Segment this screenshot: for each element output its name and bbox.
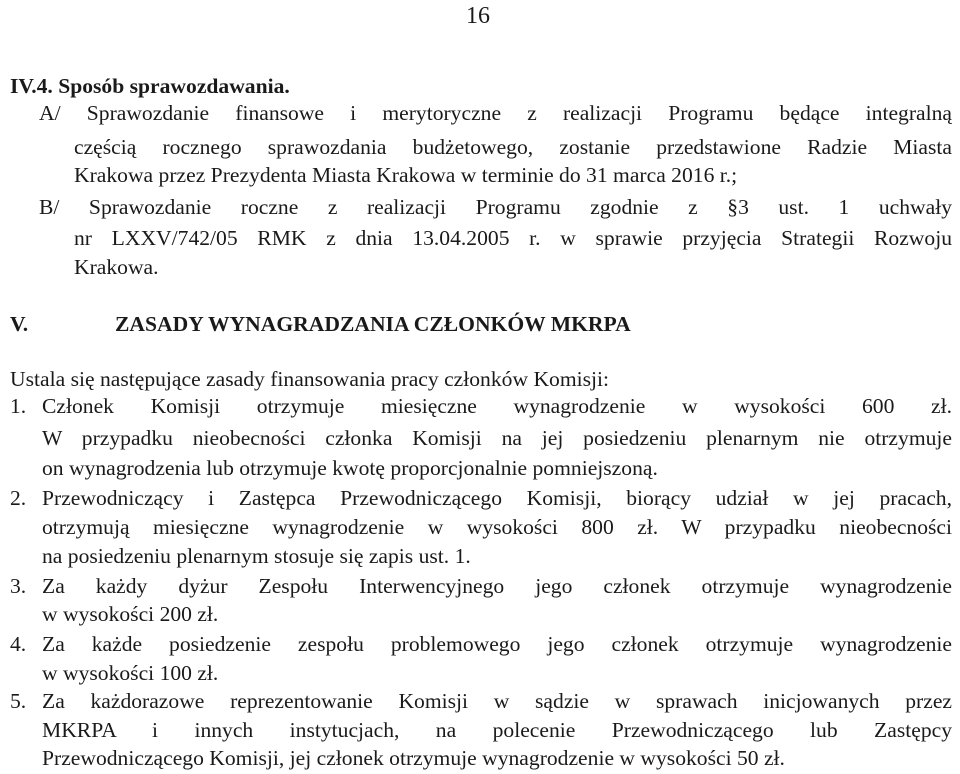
section-v-number: V. — [10, 312, 29, 336]
page-number: 16 — [466, 3, 490, 29]
list-item-5-line-2: MKRPA i innych instytucjach, na polecenie Przewodniczącego lub Zastępcy — [42, 718, 952, 742]
list-item-number: 2. — [10, 486, 27, 510]
section-v-title: ZASADY WYNAGRADZANIA CZŁONKÓW MKRPA — [115, 312, 631, 336]
list-item-2-line-2: otrzymują miesięczne wynagrodzenie w wysokości 800 zł. W przypadku nieobecności — [42, 515, 952, 539]
paragraph-b-line-1: B/ Sprawozdanie roczne z realizacji Programu zgodnie z §3 ust. 1 uchwały — [39, 195, 952, 219]
list-item-4-line-1: Za każde posiedzenie zespołu problemowego jego członek otrzymuje wynagrodzenie — [42, 632, 952, 656]
list-item-number: 5. — [10, 689, 27, 713]
list-item-1-line-3: on wynagrodzenia lub otrzymuje kwotę proporcjonalnie pomniejszoną. — [42, 456, 658, 480]
list-item-2-line-1: Przewodniczący i Zastępca Przewodniczącego Komisji, biorący udział w jej pracach, — [42, 486, 952, 510]
list-item-number: 4. — [10, 632, 27, 656]
list-item-2-line-3: na posiedzeniu plenarnym stosuje się zapis ust. 1. — [42, 544, 471, 568]
section-heading-iv4: IV.4. Sposób sprawozdawania. — [10, 74, 290, 98]
paragraph-a-line-1: A/ Sprawozdanie finansowe i merytoryczne z realizacji Programu będące integralną — [39, 101, 952, 125]
list-item-number: 3. — [10, 574, 27, 598]
paragraph-a-line-2: częścią rocznego sprawozdania budżetowego, zostanie przedstawione Radzie Miasta — [74, 135, 952, 159]
paragraph-b-line-2: nr LXXV/742/05 RMK z dnia 13.04.2005 r. w sprawie przyjęcia Strategii Rozwoju — [74, 226, 952, 250]
paragraph-b-line-3: Krakowa. — [74, 255, 159, 279]
list-item-3-line-1: Za każdy dyżur Zespołu Interwencyjnego jego członek otrzymuje wynagrodzenie — [42, 574, 952, 598]
list-item-3-line-2: w wysokości 200 zł. — [42, 602, 219, 626]
list-item-1-line-1: Członek Komisji otrzymuje miesięczne wynagrodzenie w wysokości 600 zł. — [42, 394, 952, 418]
list-item-4-line-2: w wysokości 100 zł. — [42, 661, 219, 685]
list-item-number: 1. — [10, 394, 27, 418]
paragraph-a-line-3: Krakowa przez Prezydenta Miasta Krakowa w terminie do 31 marca 2016 r.; — [74, 163, 738, 187]
list-item-5-line-3: Przewodniczącego Komisji, jej członek otrzymuje wynagrodzenie w wysokości 50 zł. — [42, 746, 785, 770]
list-item-1-line-2: W przypadku nieobecności członka Komisji na jej posiedzeniu plenarnym nie otrzymuje — [42, 426, 952, 450]
section-v-intro: Ustala się następujące zasady finansowania pracy członków Komisji: — [10, 367, 610, 391]
list-item-5-line-1: Za każdorazowe reprezentowanie Komisji w sądzie w sprawach inicjowanych przez — [42, 689, 952, 713]
